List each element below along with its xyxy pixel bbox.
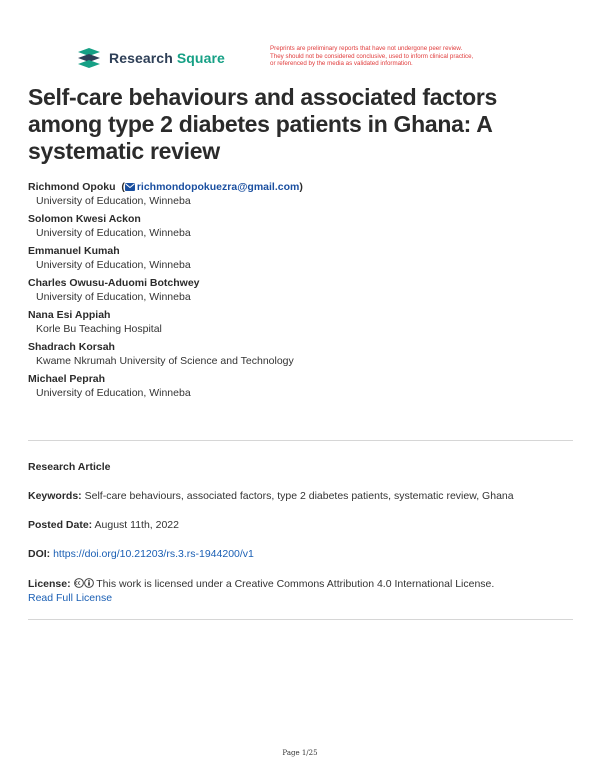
keywords-row xyxy=(28,489,576,503)
posted-date-row xyxy=(28,518,576,532)
disclaimer-line: They should not be considered conclusive, used to inform clinical practice, xyxy=(270,52,474,60)
author-entry xyxy=(28,372,576,400)
logo-word-research: Research xyxy=(109,50,173,66)
author-affiliation: Kwame Nkrumah University of Science and Technology xyxy=(36,355,294,367)
author-name: Charles Owusu-Aduomi Botchwey xyxy=(28,277,200,289)
logo-word-square: Square xyxy=(176,50,225,66)
author-entry xyxy=(28,212,576,240)
author-entry xyxy=(28,340,576,368)
author-affiliation: Korle Bu Teaching Hospital xyxy=(36,323,162,335)
article-type-label: Research Article xyxy=(28,461,111,473)
keywords-label: Keywords: xyxy=(28,490,82,502)
author-email: richmondopokuezra@gmail.com xyxy=(136,181,300,193)
author-affiliation: University of Education, Winneba xyxy=(36,387,191,399)
divider-bottom xyxy=(28,619,573,620)
author-entry xyxy=(28,244,576,272)
author-name: Emmanuel Kumah xyxy=(28,245,120,257)
license-text: This work is licensed under a Creative Commons Attribution 4.0 International License. xyxy=(96,578,495,590)
preprint-disclaimer xyxy=(270,45,545,68)
divider-top xyxy=(28,440,573,441)
page-number: Page 1/25 xyxy=(282,749,318,757)
author-name: Michael Peprah xyxy=(28,373,106,385)
author-name-row: Richmond Opoku ( richmondopokuezra@gmail.com) xyxy=(28,181,303,193)
disclaimer-line: or referenced by the media as validated information. xyxy=(270,60,413,67)
doi-link[interactable]: https://doi.org/10.21203/rs.3.rs-1944200/v1 xyxy=(53,548,254,560)
logo-wordmark xyxy=(109,50,225,66)
posted-date-value: August 11th, 2022 xyxy=(94,519,179,531)
author-name: Shadrach Korsah xyxy=(28,341,115,353)
article-type xyxy=(28,460,576,474)
license-row xyxy=(28,577,576,605)
author-affiliation: University of Education, Winneba xyxy=(36,291,191,303)
creative-commons-icon xyxy=(74,578,84,588)
author-list xyxy=(28,180,576,404)
author-name: Nana Esi Appiah xyxy=(28,309,111,321)
posted-date-label: Posted Date: xyxy=(28,519,93,531)
author-affiliation: University of Education, Winneba xyxy=(36,259,191,271)
author-entry xyxy=(28,180,576,208)
paper-title: Self-care behaviours and associated factors among type 2 diabetes patients in Ghana: A systematic review xyxy=(28,84,498,164)
attribution-icon xyxy=(84,578,94,588)
license-label: License: xyxy=(28,578,71,590)
author-name: Richmond Opoku xyxy=(28,181,116,193)
author-affiliation: University of Education, Winneba xyxy=(36,227,191,239)
author-entry xyxy=(28,308,576,336)
doi-row xyxy=(28,547,576,561)
read-full-license-link[interactable]: Read Full License xyxy=(28,592,113,604)
research-square-logo[interactable] xyxy=(76,47,225,69)
author-entry xyxy=(28,276,576,304)
envelope-icon xyxy=(125,183,135,191)
author-email-link[interactable] xyxy=(125,181,300,193)
author-name: Solomon Kwesi Ackon xyxy=(28,213,141,225)
author-affiliation: University of Education, Winneba xyxy=(36,195,191,207)
disclaimer-line: Preprints are preliminary reports that have not undergone peer review. xyxy=(270,45,463,52)
research-square-logo-icon xyxy=(76,47,102,69)
keywords-value: Self-care behaviours, associated factors, type 2 diabetes patients, systematic review, Ghana xyxy=(84,490,514,502)
doi-label: DOI: xyxy=(28,548,51,560)
